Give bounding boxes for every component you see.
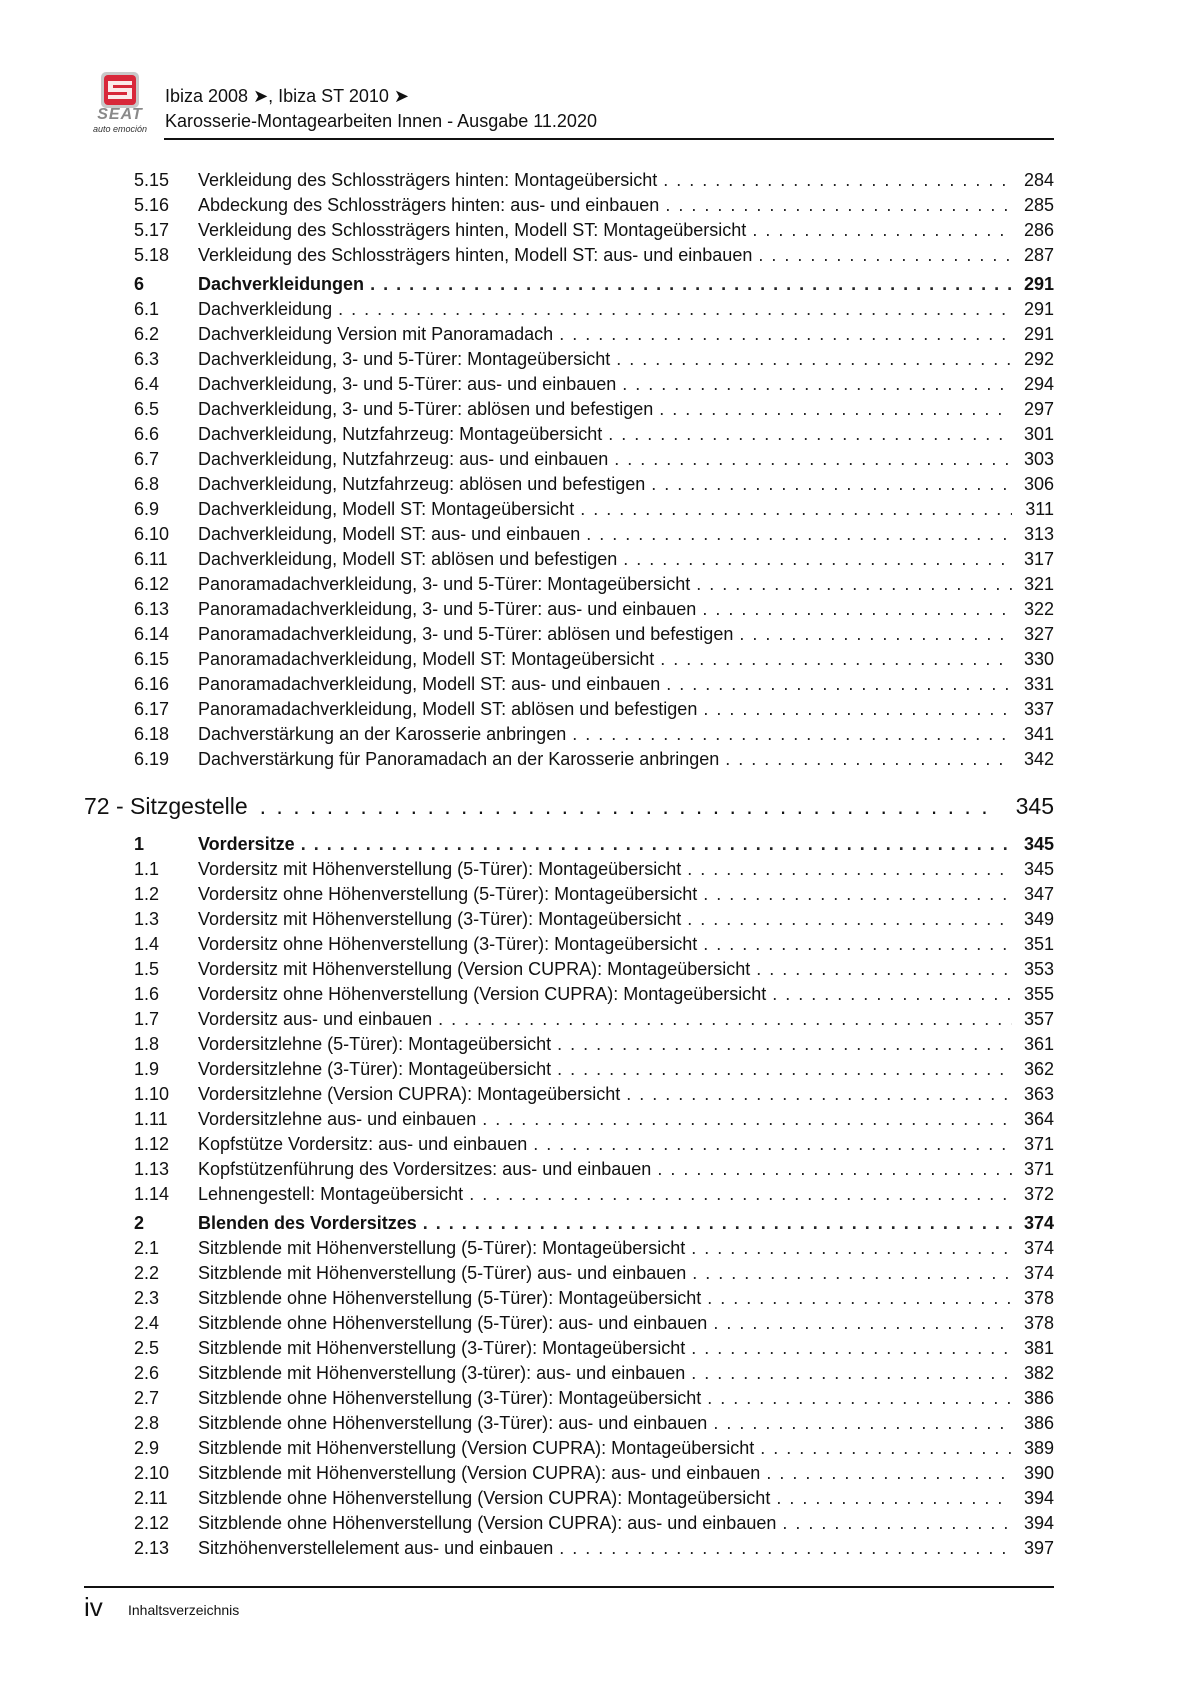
toc-entry-page: 284 (1023, 170, 1054, 190)
toc-entry[interactable] (84, 472, 1054, 497)
toc-entry-title: Sitzblende mit Höhenverstellung (3-Türer): Montageübersicht (198, 1338, 686, 1358)
dot-leader (572, 722, 1012, 747)
toc-entry-title: Dachverkleidung, Nutzfahrzeug: ablösen und befestigen (198, 474, 646, 494)
toc-entry[interactable] (84, 982, 1054, 1007)
dot-leader (760, 1436, 1012, 1461)
toc-entry-number: 5.18 (134, 245, 170, 265)
dot-leader (703, 882, 1012, 907)
toc-entry-title: Kopfstützenführung des Vordersitzes: aus- und einbauen (198, 1159, 652, 1179)
toc-entry-title: Dachverkleidung Version mit Panoramadach (198, 324, 554, 344)
toc-entry-title: Sitzblende mit Höhenverstellung (5-Türer) aus- und einbauen (198, 1263, 687, 1283)
toc-entry-title: Dachverkleidung (198, 299, 333, 319)
toc-entry[interactable] (84, 697, 1054, 722)
toc-entry[interactable] (84, 1411, 1054, 1436)
toc-entry-number: 6.13 (134, 599, 170, 619)
toc-entry[interactable] (84, 597, 1054, 622)
toc-entry-page: 349 (1023, 909, 1054, 929)
toc-entry-page: 351 (1023, 934, 1054, 954)
dot-leader (614, 447, 1012, 472)
toc-entry[interactable] (84, 547, 1054, 572)
toc-entry-page: 342 (1023, 749, 1054, 769)
toc-entry-page: 386 (1023, 1388, 1054, 1408)
toc-entry-title: Sitzblende ohne Höhenverstellung (Version CUPRA): Montageübersicht (198, 1488, 771, 1508)
toc-entry-title: Panoramadachverkleidung, Modell ST: aus- und einbauen (198, 674, 661, 694)
toc-entry-number: 6.12 (134, 574, 170, 594)
dot-leader (423, 1211, 1012, 1236)
toc-entry-title: Verkleidung des Schlossträgers hinten, Modell ST: aus- und einbauen (198, 245, 753, 265)
toc-entry-number: 2.4 (134, 1313, 160, 1333)
toc-entry-number: 2.11 (134, 1488, 168, 1508)
toc-entry-title: Vordersitzlehne aus- und einbauen (198, 1109, 477, 1129)
dot-leader (659, 397, 1012, 422)
toc-entry-page: 357 (1023, 1009, 1054, 1029)
dot-leader (608, 422, 1012, 447)
toc-entry-number: 6.15 (134, 649, 170, 669)
dot-leader (696, 572, 1012, 597)
toc-entry-page: 317 (1023, 549, 1054, 569)
page-header (84, 64, 1054, 140)
toc-entry-title: Dachverstärkung für Panoramadach an der Karosserie anbringen (198, 749, 720, 769)
toc-entry-page: 382 (1023, 1363, 1054, 1383)
dot-leader (713, 1411, 1012, 1436)
dot-leader (660, 647, 1012, 672)
toc-entry[interactable] (84, 243, 1054, 268)
toc-entry-page: 394 (1023, 1488, 1054, 1508)
toc-entry-page: 303 (1023, 449, 1054, 469)
toc-entry[interactable] (84, 1132, 1054, 1157)
toc-entry-number: 2.9 (134, 1438, 160, 1458)
dot-leader (616, 347, 1012, 372)
toc-section-entry[interactable] (84, 1211, 1054, 1236)
toc-entry-page: 364 (1023, 1109, 1054, 1129)
toc-entry-title: Vordersitz mit Höhenverstellung (5-Türer): Montageübersicht (198, 859, 682, 879)
toc-entry-page: 294 (1023, 374, 1054, 394)
toc-entry-title: Vordersitzlehne (3-Türer): Montageübersicht (198, 1059, 552, 1079)
toc-entry[interactable] (84, 397, 1054, 422)
toc-entry[interactable] (84, 297, 1054, 322)
toc-entry-title: Sitzblende mit Höhenverstellung (Version CUPRA): aus- und einbauen (198, 1463, 761, 1483)
toc-entry-number: 6.2 (134, 324, 160, 344)
toc-entry-page: 355 (1023, 984, 1054, 1004)
dot-leader (758, 243, 1012, 268)
toc-entry-number: 6.19 (134, 749, 170, 769)
toc-entry-title: Sitzblende ohne Höhenverstellung (Version CUPRA): aus- und einbauen (198, 1513, 777, 1533)
dot-leader (557, 1057, 1012, 1082)
toc-entry[interactable] (84, 722, 1054, 747)
dot-leader (665, 193, 1012, 218)
toc-entry-title: Dachverkleidung, Nutzfahrzeug: aus- und einbauen (198, 449, 609, 469)
seat-logo (84, 72, 156, 134)
toc-entry[interactable] (84, 622, 1054, 647)
toc-entry[interactable] (84, 1311, 1054, 1336)
dot-leader (533, 1132, 1012, 1157)
dot-leader (559, 322, 1012, 347)
toc-entry[interactable] (84, 372, 1054, 397)
toc-entry-title: Blenden des Vordersitzes (198, 1213, 417, 1233)
toc-entry[interactable] (84, 1082, 1054, 1107)
dot-leader (707, 1286, 1012, 1311)
toc-entry[interactable] (84, 193, 1054, 218)
toc-entry-page: 286 (1023, 220, 1054, 240)
toc-entry-number: 6.17 (134, 699, 170, 719)
toc-entry-title: Vordersitz ohne Höhenverstellung (5-Türer): Montageübersicht (198, 884, 698, 904)
dot-leader (559, 1536, 1012, 1561)
toc-entry-title: Dachverkleidung, 3- und 5-Türer: Montageübersicht (198, 349, 611, 369)
toc-entry-page: 371 (1023, 1134, 1054, 1154)
toc-entry-page: 331 (1023, 674, 1054, 694)
toc-entry[interactable] (84, 857, 1054, 882)
dot-leader (626, 1082, 1012, 1107)
toc-entry-number: 6.6 (134, 424, 160, 444)
toc-entry-number: 6.14 (134, 624, 170, 644)
toc-entry-page: 345 (1023, 859, 1054, 879)
footer-page-number: iv (84, 1592, 103, 1622)
toc-entry-number: 6.11 (134, 549, 168, 569)
toc-entry-number: 6.4 (134, 374, 160, 394)
toc-entry[interactable] (84, 1236, 1054, 1261)
dot-leader (657, 1157, 1012, 1182)
toc-entry-number: 2.8 (134, 1413, 160, 1433)
dot-leader (301, 832, 1012, 857)
toc-entry-page: 372 (1023, 1184, 1054, 1204)
dot-leader (438, 1007, 1012, 1032)
toc-entry-page: 322 (1023, 599, 1054, 619)
toc-entry-page: 389 (1023, 1438, 1054, 1458)
toc-entry-page: 321 (1023, 574, 1054, 594)
toc-entry[interactable] (84, 1511, 1054, 1536)
toc-entry[interactable] (84, 422, 1054, 447)
dot-leader (713, 1311, 1012, 1336)
toc-entry-page: 374 (1023, 1263, 1054, 1283)
toc-entry-title: Vordersitz aus- und einbauen (198, 1009, 433, 1029)
toc-entry[interactable] (84, 1107, 1054, 1132)
toc-entry-number: 6.5 (134, 399, 160, 419)
toc-entry-title: Dachverkleidung, Nutzfahrzeug: Montageübersicht (198, 424, 603, 444)
toc-entry-page: 397 (1023, 1538, 1054, 1558)
toc-entry-title: Panoramadachverkleidung, Modell ST: ablösen und befestigen (198, 699, 698, 719)
toc-entry-number: 1.7 (134, 1009, 160, 1029)
toc-entry[interactable] (84, 932, 1054, 957)
toc-entry-title: Sitzblende mit Höhenverstellung (Version CUPRA): Montageübersicht (198, 1438, 755, 1458)
toc-entry-title: Sitzblende ohne Höhenverstellung (3-Türer): Montageübersicht (198, 1388, 702, 1408)
toc-entry-title: Vordersitz ohne Höhenverstellung (Version CUPRA): Montageübersicht (198, 984, 767, 1004)
toc-entry-page: 292 (1023, 349, 1054, 369)
toc-entry-number: 2.5 (134, 1338, 160, 1358)
toc-entry[interactable] (84, 1157, 1054, 1182)
dot-leader (772, 982, 1012, 1007)
dot-leader (691, 1236, 1012, 1261)
toc-entry-title: Vordersitzlehne (Version CUPRA): Montageübersicht (198, 1084, 621, 1104)
toc-entry[interactable] (84, 572, 1054, 597)
toc-entry[interactable] (84, 907, 1054, 932)
toc-entry-page: 330 (1023, 649, 1054, 669)
dot-leader (370, 272, 1012, 297)
dot-leader (622, 372, 1012, 397)
dot-leader (776, 1486, 1012, 1511)
toc-entry-number: 1.13 (134, 1159, 170, 1179)
toc-entry-number: 2.3 (134, 1288, 160, 1308)
toc-entry[interactable] (84, 447, 1054, 472)
toc-entry-number: 2.7 (134, 1388, 160, 1408)
toc-entry-title: Lehnengestell: Montageübersicht (198, 1184, 464, 1204)
toc-entry[interactable] (84, 1461, 1054, 1486)
toc-entry-number: 5.17 (134, 220, 170, 240)
dot-leader (752, 218, 1012, 243)
toc-entry-page: 301 (1023, 424, 1054, 444)
toc-entry-page: 347 (1023, 884, 1054, 904)
toc-entry-title: Sitzblende mit Höhenverstellung (3-türer): aus- und einbauen (198, 1363, 686, 1383)
dot-leader (663, 168, 1012, 193)
toc-entry-number: 5.15 (134, 170, 170, 190)
toc-entry-title: Vordersitze (198, 834, 295, 854)
toc-entry-page: 345 (1023, 834, 1054, 854)
toc-entry[interactable] (84, 1057, 1054, 1082)
dot-leader (692, 1261, 1012, 1286)
toc-entry-title: Dachverkleidung, Modell ST: Montageübersicht (198, 499, 575, 519)
toc-entry-number: 6.18 (134, 724, 170, 744)
toc-entry-number: 6.8 (134, 474, 160, 494)
toc-entry-number: 6.3 (134, 349, 160, 369)
toc-entry-number: 6.9 (134, 499, 160, 519)
toc-entry[interactable] (84, 347, 1054, 372)
toc-entry-number: 1.6 (134, 984, 160, 1004)
dot-leader (260, 784, 994, 828)
toc-entry[interactable] (84, 168, 1054, 193)
toc-entry-title: Sitzblende ohne Höhenverstellung (3-Türer): aus- und einbauen (198, 1413, 708, 1433)
toc-entry-title: Dachverkleidung, Modell ST: aus- und einbauen (198, 524, 581, 544)
toc-entry[interactable] (84, 1032, 1054, 1057)
toc-entry-page: 394 (1023, 1513, 1054, 1533)
table-of-contents (84, 168, 1054, 1561)
dot-leader (691, 1361, 1012, 1386)
toc-entry-title: Panoramadachverkleidung, 3- und 5-Türer: ablösen und befestigen (198, 624, 734, 644)
toc-entry-title: Verkleidung des Schlossträgers hinten: Montageübersicht (198, 170, 658, 190)
toc-entry-number: 2.13 (134, 1538, 170, 1558)
toc-entry-page: 291 (1023, 299, 1054, 319)
toc-entry[interactable] (84, 747, 1054, 772)
dot-leader (766, 1461, 1012, 1486)
toc-entry-page: 313 (1023, 524, 1054, 544)
toc-entry-number: 2.12 (134, 1513, 170, 1533)
toc-entry[interactable] (84, 1286, 1054, 1311)
toc-entry-page: 327 (1023, 624, 1054, 644)
toc-entry-number: 2.6 (134, 1363, 160, 1383)
toc-entry-page: 390 (1023, 1463, 1054, 1483)
dot-leader (687, 857, 1012, 882)
toc-entry-number: 6.16 (134, 674, 170, 694)
seat-s-icon (101, 72, 139, 108)
toc-entry-number: 6.10 (134, 524, 170, 544)
toc-entry-page: 285 (1023, 195, 1054, 215)
toc-entry-page: 386 (1023, 1413, 1054, 1433)
toc-entry-page: 337 (1023, 699, 1054, 719)
toc-entry-number: 1.3 (134, 909, 160, 929)
toc-entry-page: 378 (1023, 1313, 1054, 1333)
toc-entry-title: Sitzblende ohne Höhenverstellung (5-Türer): Montageübersicht (198, 1288, 702, 1308)
dot-leader (687, 907, 1012, 932)
toc-entry-page: 291 (1023, 324, 1054, 344)
toc-entry-number: 6.1 (134, 299, 160, 319)
toc-entry-title: Dachverkleidung, 3- und 5-Türer: ablösen und befestigen (198, 399, 654, 419)
toc-entry-title: Vordersitz mit Höhenverstellung (3-Türer): Montageübersicht (198, 909, 682, 929)
toc-entry[interactable] (84, 218, 1054, 243)
brand-name: SEAT (97, 106, 143, 123)
toc-entry-number: 1.8 (134, 1034, 160, 1054)
toc-entry-title: Abdeckung des Schlossträgers hinten: aus- und einbauen (198, 195, 660, 215)
toc-entry-number: 1.12 (134, 1134, 170, 1154)
toc-entry[interactable] (84, 1361, 1054, 1386)
toc-section-entry[interactable] (84, 272, 1054, 297)
toc-entry-number: 2.2 (134, 1263, 160, 1283)
toc-entry[interactable] (84, 497, 1054, 522)
toc-entry-page: 381 (1023, 1338, 1054, 1358)
toc-entry-page: 363 (1023, 1084, 1054, 1104)
toc-entry-page: 361 (1023, 1034, 1054, 1054)
toc-entry-title: Dachverstärkung an der Karosserie anbringen (198, 724, 567, 744)
toc-entry-number: 2.1 (134, 1238, 160, 1258)
toc-entry-number: 6.7 (134, 449, 160, 469)
footer-section-label: Inhaltsverzeichnis (128, 1602, 240, 1618)
toc-entry-title: Dachverkleidungen (198, 274, 365, 294)
toc-entry-title: Vordersitz mit Höhenverstellung (Version CUPRA): Montageübersicht (198, 959, 751, 979)
dot-leader (623, 547, 1012, 572)
toc-entry-title: Sitzblende ohne Höhenverstellung (5-Türer): aus- und einbauen (198, 1313, 708, 1333)
toc-entry-title: Dachverkleidung, Modell ST: ablösen und befestigen (198, 549, 618, 569)
toc-entry[interactable] (84, 672, 1054, 697)
toc-entry-title: Sitzhöhenverstellelement aus- und einbauen (198, 1538, 554, 1558)
dot-leader (691, 1336, 1012, 1361)
toc-entry-page: 353 (1023, 959, 1054, 979)
toc-entry-page: 311 (1025, 499, 1054, 519)
dot-leader (703, 697, 1012, 722)
chapter-page: 345 (1015, 793, 1054, 819)
toc-entry-title: Kopfstütze Vordersitz: aus- und einbauen (198, 1134, 528, 1154)
chapter-title: 72 - Sitzgestelle (84, 793, 248, 819)
header-manual-title: Karosserie-Montagearbeiten Innen - Ausgabe 11.2020 (165, 111, 597, 131)
toc-entry-number: 6 (134, 274, 145, 294)
toc-entry[interactable] (84, 1261, 1054, 1286)
toc-entry-title: Vordersitz ohne Höhenverstellung (3-Türer): Montageübersicht (198, 934, 698, 954)
toc-entry-number: 1.2 (134, 884, 160, 904)
dot-leader (702, 597, 1012, 622)
toc-entry[interactable] (84, 1336, 1054, 1361)
dot-leader (482, 1107, 1012, 1132)
toc-entry[interactable] (84, 1436, 1054, 1461)
toc-entry-page: 287 (1023, 245, 1054, 265)
toc-entry[interactable] (84, 647, 1054, 672)
toc-entry-number: 5.16 (134, 195, 170, 215)
toc-entry[interactable] (84, 1007, 1054, 1032)
toc-entry-page: 297 (1023, 399, 1054, 419)
toc-entry-title: Panoramadachverkleidung, 3- und 5-Türer: aus- und einbauen (198, 599, 697, 619)
dot-leader (557, 1032, 1012, 1057)
toc-entry[interactable] (84, 1182, 1054, 1207)
brand-tagline: auto emoción (92, 124, 148, 134)
dot-leader (725, 747, 1012, 772)
toc-section-entry[interactable] (84, 832, 1054, 857)
toc-entry-number: 1.9 (134, 1059, 160, 1079)
toc-chapter-entry[interactable] (84, 784, 1054, 828)
toc-entry-page: 374 (1023, 1238, 1054, 1258)
toc-entry[interactable] (84, 957, 1054, 982)
dot-leader (739, 622, 1012, 647)
toc-entry-title: Verkleidung des Schlossträgers hinten, Modell ST: Montageübersicht (198, 220, 747, 240)
toc-entry-number: 1.4 (134, 934, 160, 954)
toc-entry-page: 306 (1023, 474, 1054, 494)
toc-entry-page: 378 (1023, 1288, 1054, 1308)
toc-entry-page: 362 (1023, 1059, 1054, 1079)
dot-leader (782, 1511, 1012, 1536)
dot-leader (707, 1386, 1012, 1411)
toc-entry-number: 2.10 (134, 1463, 170, 1483)
dot-leader (703, 932, 1012, 957)
dot-leader (756, 957, 1012, 982)
toc-entry[interactable] (84, 322, 1054, 347)
toc-entry-number: 2 (134, 1213, 145, 1233)
toc-entry-number: 1.11 (134, 1109, 168, 1129)
header-divider (164, 138, 1054, 140)
toc-entry-page: 341 (1023, 724, 1054, 744)
toc-entry-page: 371 (1023, 1159, 1054, 1179)
toc-entry-number: 1.1 (134, 859, 160, 879)
dot-leader (586, 522, 1012, 547)
footer-divider (84, 1586, 1054, 1588)
toc-entry[interactable] (84, 522, 1054, 547)
toc-entry-title: Panoramadachverkleidung, Modell ST: Montageübersicht (198, 649, 655, 669)
toc-entry[interactable] (84, 1386, 1054, 1411)
toc-entry-number: 1 (134, 834, 145, 854)
toc-entry-title: Panoramadachverkleidung, 3- und 5-Türer: Montageübersicht (198, 574, 691, 594)
toc-entry-number: 1.10 (134, 1084, 170, 1104)
toc-entry-title: Vordersitzlehne (5-Türer): Montageübersicht (198, 1034, 552, 1054)
toc-entry-number: 1.14 (134, 1184, 170, 1204)
toc-entry[interactable] (84, 1486, 1054, 1511)
toc-entry-page: 291 (1023, 274, 1054, 294)
toc-entry[interactable] (84, 1536, 1054, 1561)
dot-leader (469, 1182, 1012, 1207)
dot-leader (338, 297, 1012, 322)
toc-entry-title: Dachverkleidung, 3- und 5-Türer: aus- und einbauen (198, 374, 617, 394)
toc-entry-number: 1.5 (134, 959, 160, 979)
dot-leader (580, 497, 1012, 522)
toc-entry-title: Sitzblende mit Höhenverstellung (5-Türer): Montageübersicht (198, 1238, 686, 1258)
dot-leader (666, 672, 1012, 697)
toc-entry-page: 374 (1023, 1213, 1054, 1233)
toc-entry[interactable] (84, 882, 1054, 907)
dot-leader (651, 472, 1012, 497)
header-model-line: Ibiza 2008 ➤, Ibiza ST 2010 ➤ (165, 86, 409, 106)
